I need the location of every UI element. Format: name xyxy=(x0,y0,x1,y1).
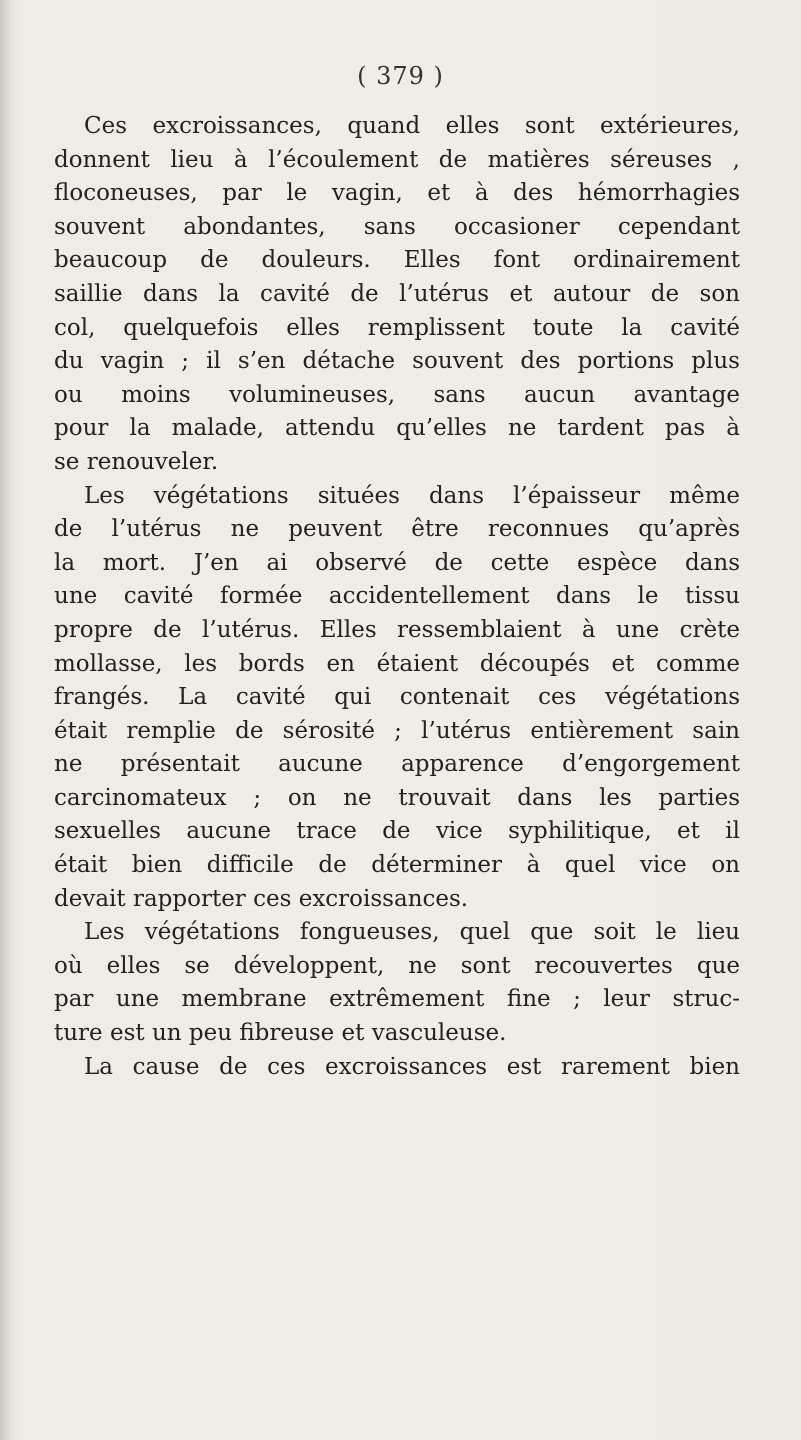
text-line: carcinomateux ; on ne trouvait dans les parties xyxy=(54,784,740,811)
text-line: propre de l’utérus. Elles ressemblaient à une crète xyxy=(54,616,740,643)
text-line: du vagin ; il s’en détache souvent des portions plus xyxy=(54,348,740,375)
text-line: Les végétations situées dans l’épaisseur même xyxy=(84,482,740,509)
text-line: frangés. La cavité qui contenait ces végétations xyxy=(54,684,740,711)
text-line: sexuelles aucune trace de vice syphilitique, et il xyxy=(54,818,740,845)
text-line: saillie dans la cavité de l’utérus et autour de son xyxy=(54,280,740,307)
text-line: de l’utérus ne peuvent être reconnues qu’après xyxy=(54,516,740,543)
text-line: se renouveler. xyxy=(54,448,219,475)
page-number: ( 379 ) xyxy=(357,62,444,90)
text-line: où elles se développent, ne sont recouvertes que xyxy=(54,952,740,979)
text-line: floconeuses, par le vagin, et à des hémorrhagies xyxy=(54,180,740,207)
text-line: La cause de ces excroissances est rarement bien xyxy=(84,1053,740,1080)
text-line: col, quelquefois elles remplissent toute la cavité xyxy=(54,314,740,341)
text-line: était remplie de sérosité ; l’utérus entièrement sain xyxy=(54,717,740,744)
text-line: ne présentait aucune apparence d’engorgement xyxy=(54,751,740,778)
binding-edge xyxy=(0,0,10,1440)
text-line: beaucoup de douleurs. Elles font ordinairement xyxy=(54,247,740,274)
text-line: souvent abondantes, sans occasioner cependant xyxy=(54,213,740,240)
text-line: devait rapporter ces excroissances. xyxy=(54,885,469,912)
body-text xyxy=(54,110,740,1084)
text-line: mollasse, les bords en étaient découpés et comme xyxy=(54,650,740,677)
text-line: donnent lieu à l’écoulement de matières séreuses , xyxy=(54,146,740,173)
text-line: était bien difficile de déterminer à quel vice on xyxy=(54,852,740,879)
text-line: pour la malade, attendu qu’elles ne tardent pas à xyxy=(54,415,740,442)
text-line: ou moins volumineuses, sans aucun avantage xyxy=(54,381,740,408)
text-line: Les végétations fongueuses, quel que soit le lieu xyxy=(84,919,740,946)
text-line: la mort. J’en ai observé de cette espèce dans xyxy=(54,549,740,576)
text-line: Ces excroissances, quand elles sont extérieures, xyxy=(84,113,740,139)
text-line: ture est un peu fibreuse et vasculeuse. xyxy=(54,1020,507,1047)
text-line: par une membrane extrêmement fine ; leur struc- xyxy=(54,986,740,1013)
text-line: une cavité formée accidentellement dans le tissu xyxy=(54,583,740,610)
